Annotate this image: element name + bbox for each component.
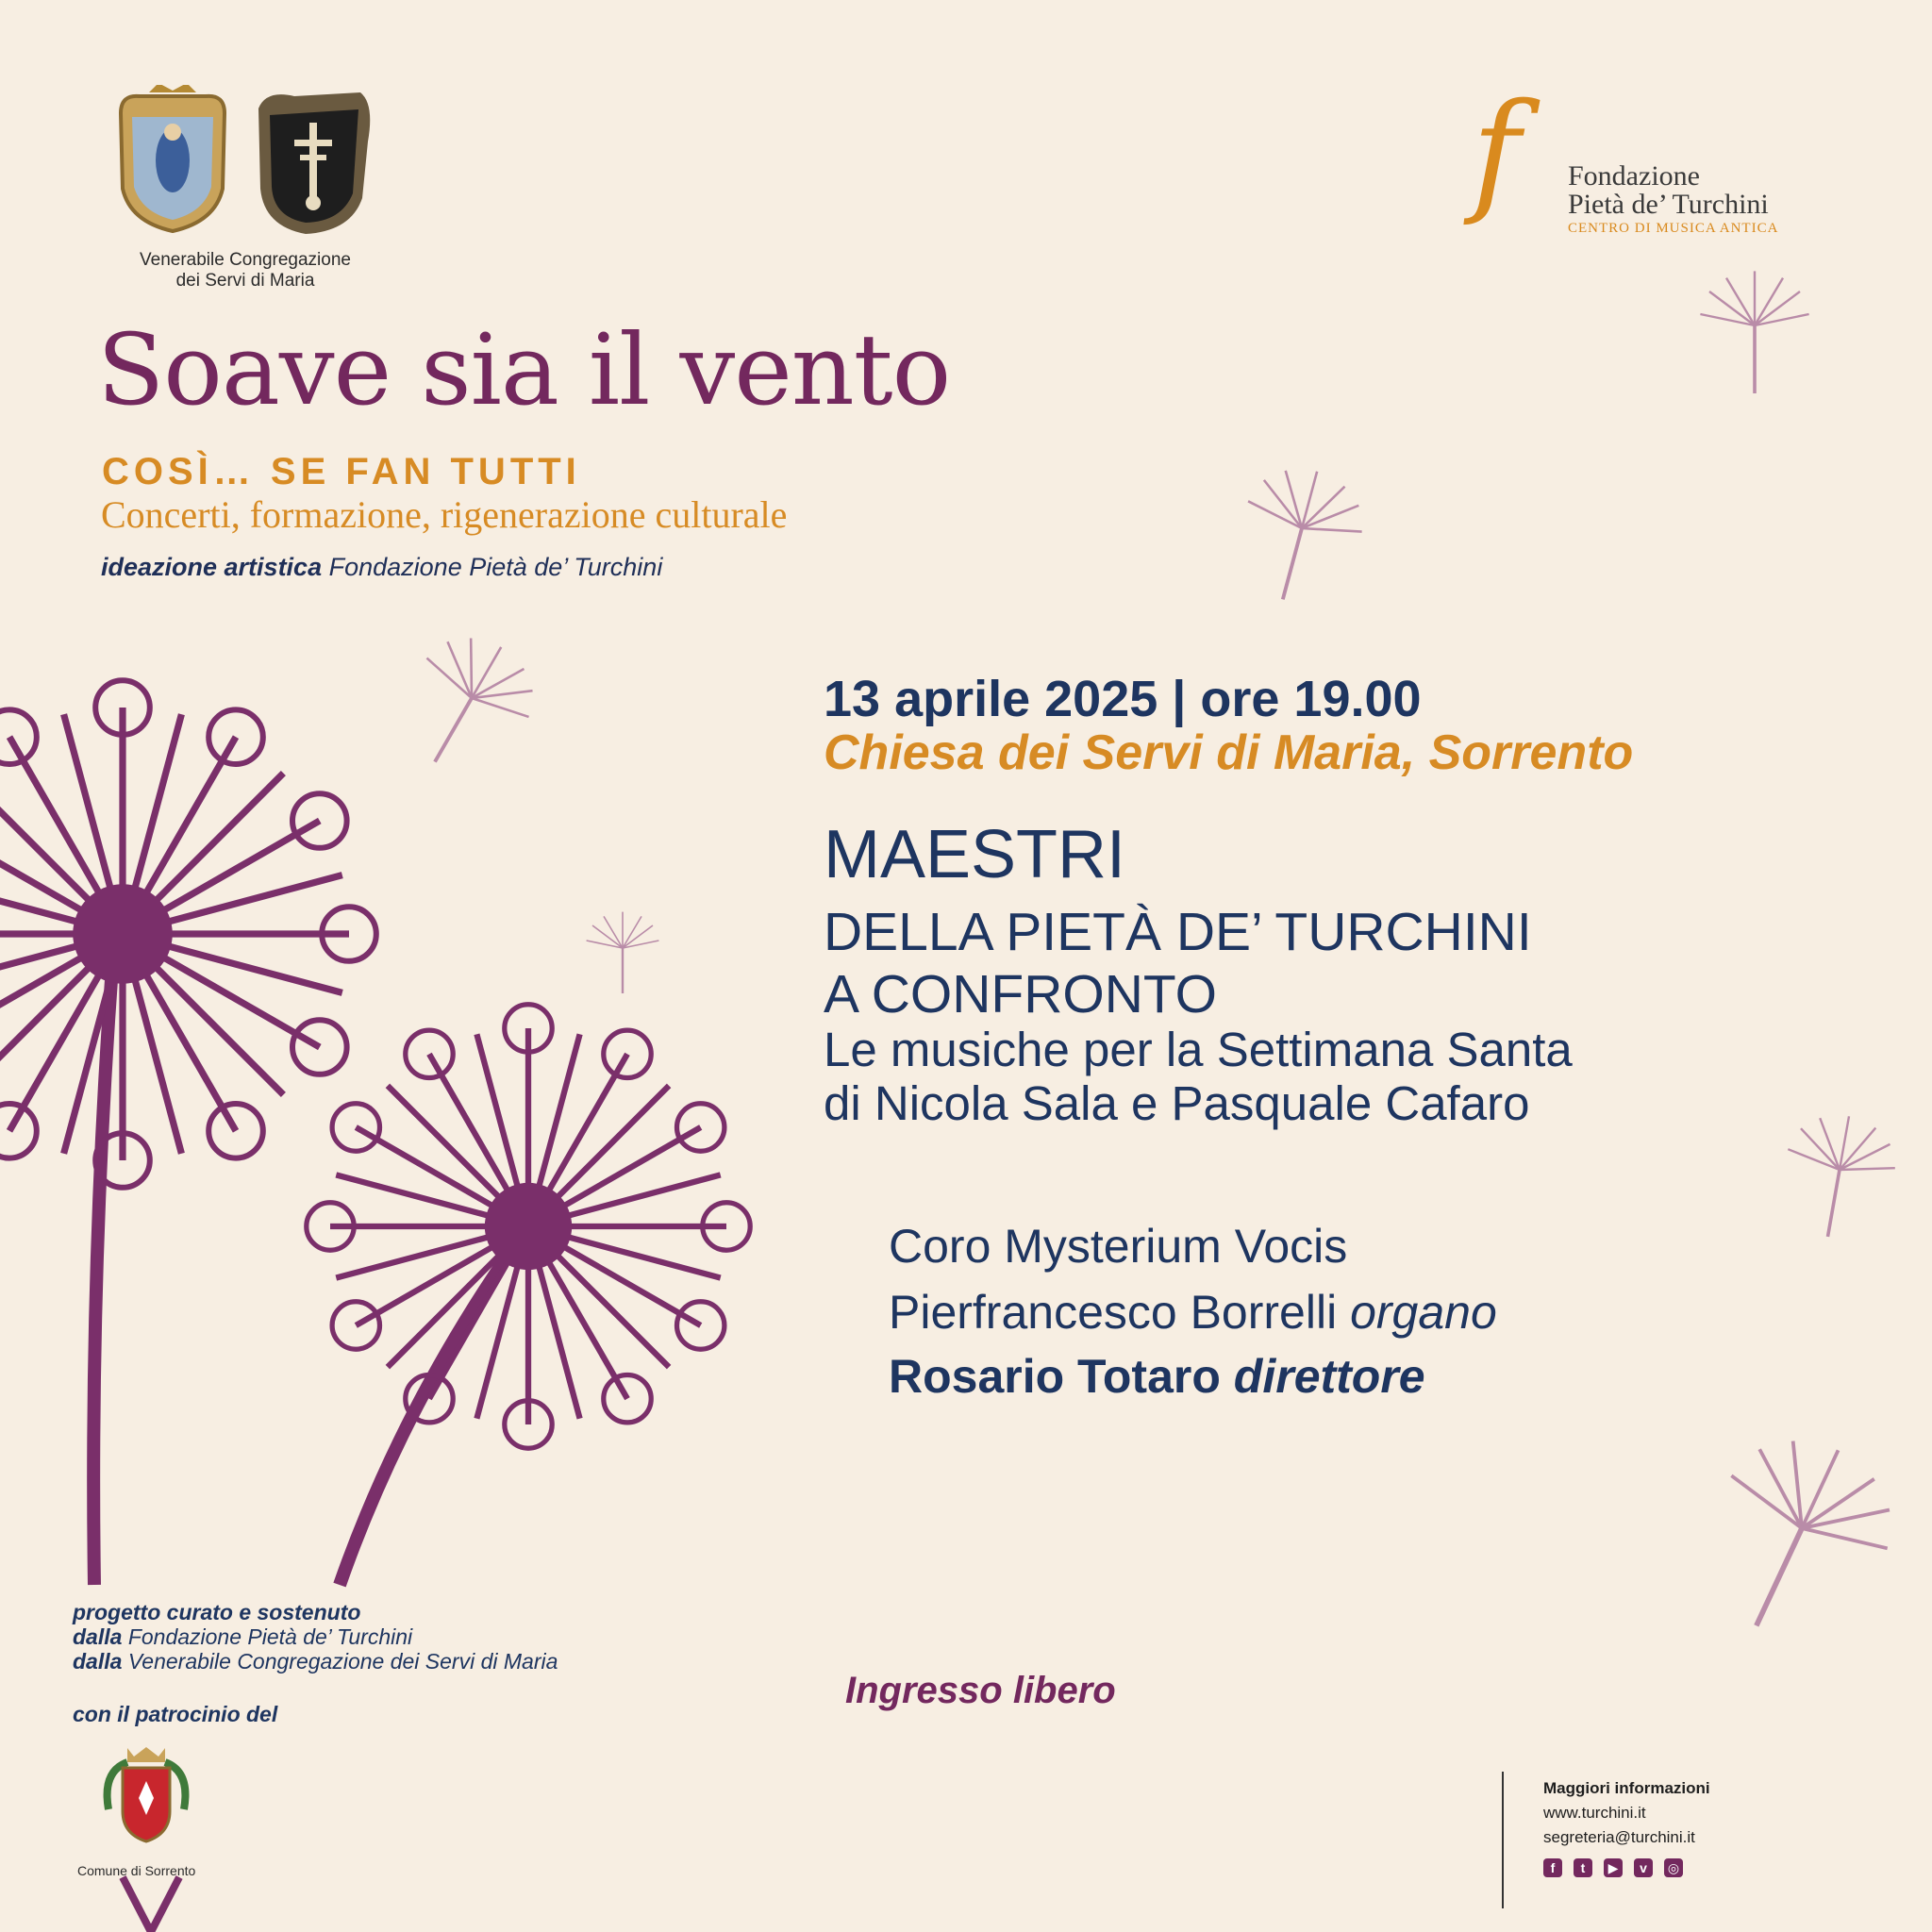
event-title-line1: MAESTRI [824,817,1126,892]
youtube-icon[interactable]: ▶ [1604,1858,1623,1877]
event-date-time: 13 aprile 2025 | ore 19.00 [824,671,1422,727]
facebook-icon[interactable]: f [1543,1858,1562,1877]
comune-name: Comune di Sorrento [77,1863,196,1878]
foundation-logo-icon: f [1472,75,1521,229]
event-subtitle-line1: Le musiche per la Settimana Santa [824,1023,1573,1076]
project-line1: progetto curato e sostenuto [73,1600,361,1624]
vimeo-icon[interactable]: v [1634,1858,1653,1877]
comune-sorrento-crest [94,1743,198,1857]
twitter-icon[interactable]: t [1574,1858,1592,1877]
project-line3: dalla Venerabile Congregazione dei Servi di Maria [73,1649,558,1674]
event-title-line2: DELLA PIETÀ DE’ TURCHINI [824,902,1532,962]
admission-info: Ingresso libero [845,1670,1116,1711]
info-website[interactable]: www.turchini.it [1543,1804,1646,1822]
performer-director: Rosario Totaro direttore [889,1350,1425,1403]
performer-organ: Pierfrancesco Borrelli organo [889,1286,1497,1339]
social-links [1543,1858,1683,1877]
festival-subtitle: COSÌ… SE FAN TUTTI [102,451,581,492]
foundation-name-line1: Fondazione [1568,160,1700,192]
event-subtitle-line2: di Nicola Sala e Pasquale Cafaro [824,1076,1530,1130]
ideazione-value: Fondazione Pietà de’ Turchini [328,553,663,581]
ideazione-label: ideazione artistica [101,553,323,581]
event-title-line3: A CONFRONTO [824,964,1217,1024]
festival-title: Soave sia il vento [97,312,951,427]
performer-choir: Coro Mysterium Vocis [889,1220,1348,1273]
congregation-name: Venerabile Congregazione dei Servi di Maria [140,250,351,291]
info-title: Maggiori informazioni [1543,1779,1710,1797]
project-line2: dalla Fondazione Pietà de’ Turchini [73,1624,413,1649]
festival-tagline: Concerti, formazione, rigenerazione culturale [101,493,788,536]
foundation-subtitle: CENTRO DI MUSICA ANTICA [1568,221,1779,236]
event-venue: Chiesa dei Servi di Maria, Sorrento [824,725,1634,780]
patronage-label: con il patrocinio del [73,1702,278,1726]
foundation-name-line2: Pietà de’ Turchini [1568,189,1769,220]
info-email[interactable]: segreteria@turchini.it [1543,1828,1695,1846]
info-divider [1502,1772,1504,1908]
instagram-icon[interactable]: ◎ [1664,1858,1683,1877]
